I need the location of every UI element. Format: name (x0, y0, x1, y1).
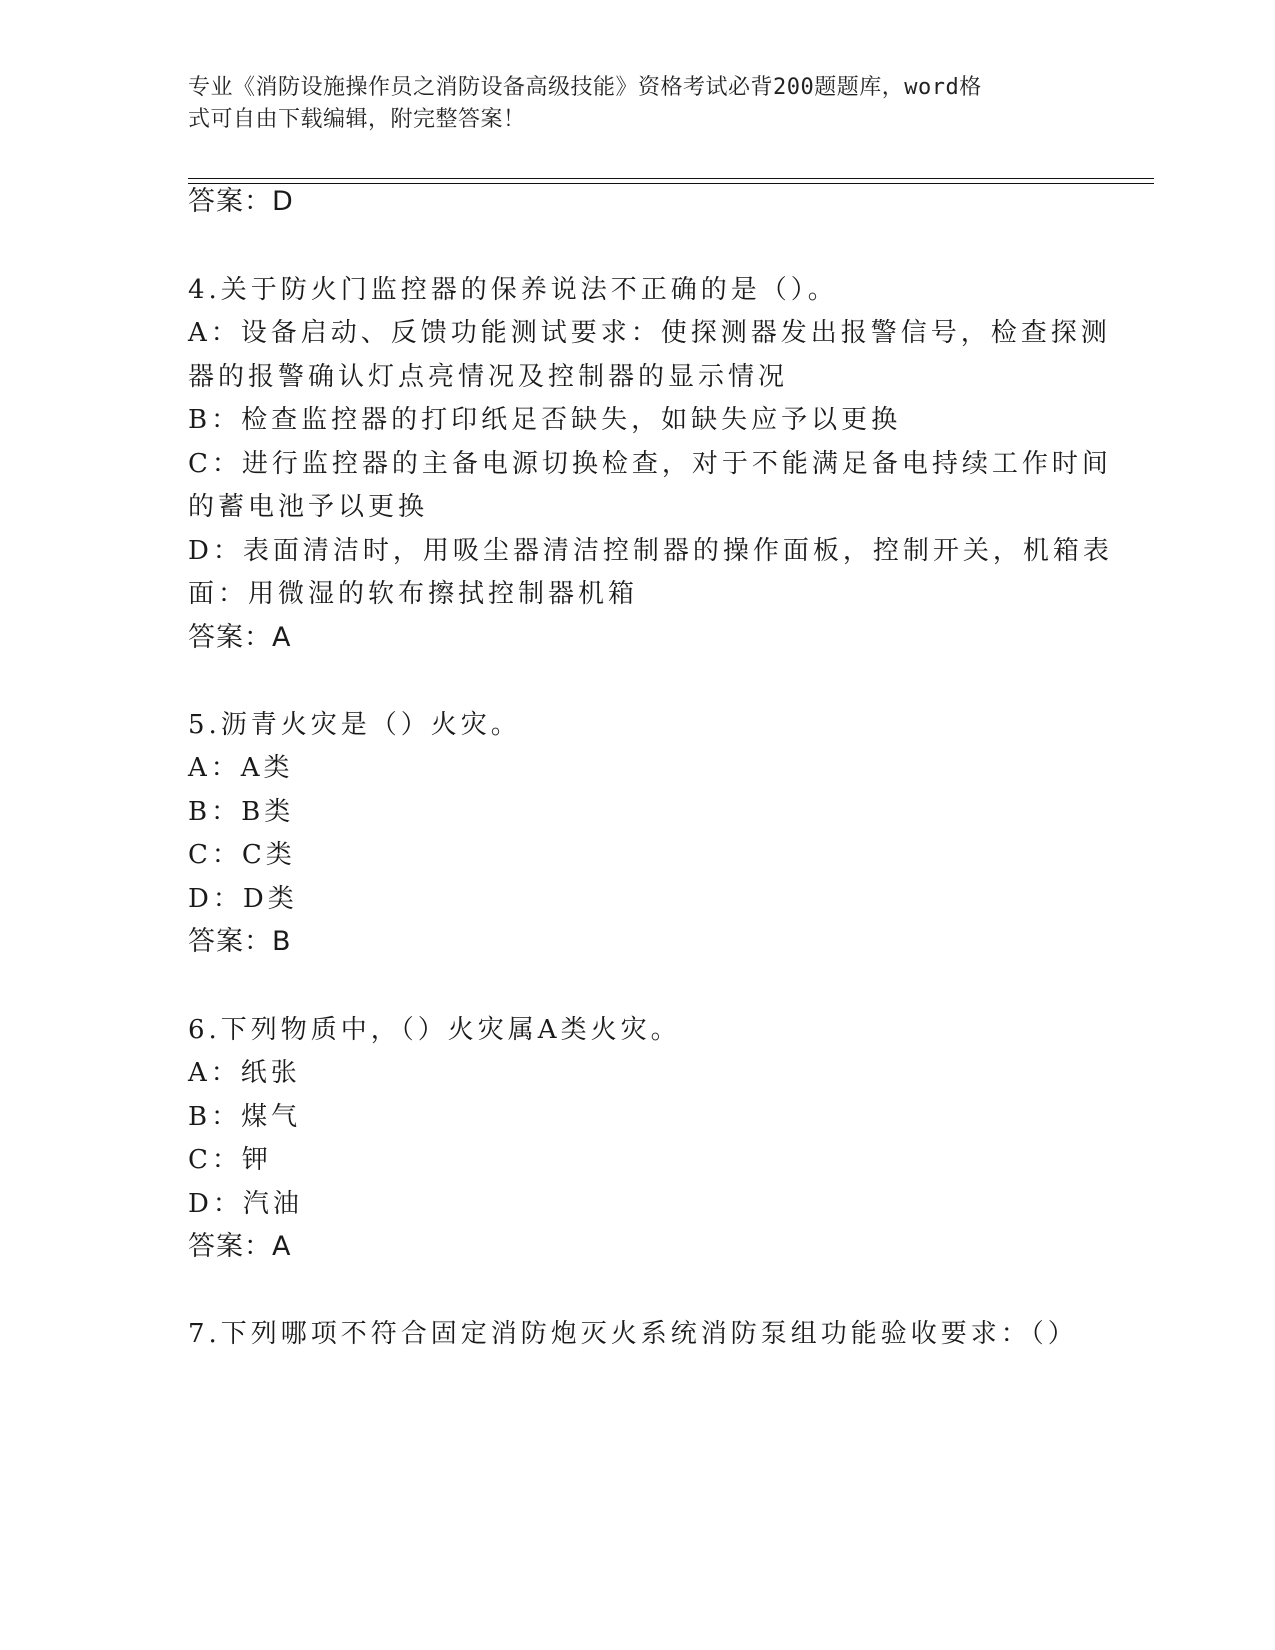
question-4-stem: 4.关于防火门监控器的保养说法不正确的是（）。 (188, 275, 838, 305)
question-5-stem: 5.沥青火灾是（）火灾。 (188, 710, 521, 740)
question-4-option-d-line-2: 面：用微湿的软布擦拭控制器机箱 (188, 579, 639, 609)
question-5-option-b: B：B类 (188, 797, 295, 827)
question-6-stem: 6.下列物质中，（）火灾属A类火灾。 (188, 1015, 681, 1045)
question-4-answer: 答案：A (188, 622, 292, 653)
question-7-stem: 7.下列哪项不符合固定消防炮灭火系统消防泵组功能验收要求：（） (188, 1319, 1078, 1349)
question-4-option-a-line-1: A：设备启动、反馈功能测试要求：使探测器发出报警信号，检查探测 (188, 318, 1111, 348)
previous-answer: 答案：D (188, 186, 294, 217)
header-divider-top (188, 178, 1154, 179)
question-6-option-a: A：纸张 (188, 1058, 301, 1088)
question-4-option-c-line-2: 的蓄电池予以更换 (188, 492, 429, 522)
question-6-option-c: C：钾 (188, 1145, 272, 1175)
question-6-option-d: D：汽油 (188, 1189, 303, 1219)
question-5-option-a: A：A类 (188, 753, 294, 783)
document-header (188, 72, 1068, 136)
question-4-option-d-line-1: D：表面清洁时，用吸尘器清洁控制器的操作面板，控制开关，机箱表 (188, 536, 1113, 566)
question-5-option-c: C：C类 (188, 840, 296, 870)
header-line-1: 专业《消防设施操作员之消防设备高级技能》资格考试必背200题题库，word格 (188, 75, 982, 100)
header-line-2: 式可自由下载编辑，附完整答案！ (188, 107, 526, 132)
question-5-option-d: D：D类 (188, 884, 298, 914)
question-6-option-b: B：煤气 (188, 1102, 302, 1132)
question-6-answer: 答案：A (188, 1231, 292, 1262)
question-4-option-a-line-2: 器的报警确认灯点亮情况及控制器的显示情况 (188, 362, 789, 392)
question-5-answer: 答案：B (188, 926, 292, 957)
question-4-option-c-line-1: C：进行监控器的主备电源切换检查，对于不能满足备电持续工作时间 (188, 449, 1112, 479)
question-4-option-b: B：检查监控器的打印纸足否缺失，如缺失应予以更换 (188, 405, 902, 435)
